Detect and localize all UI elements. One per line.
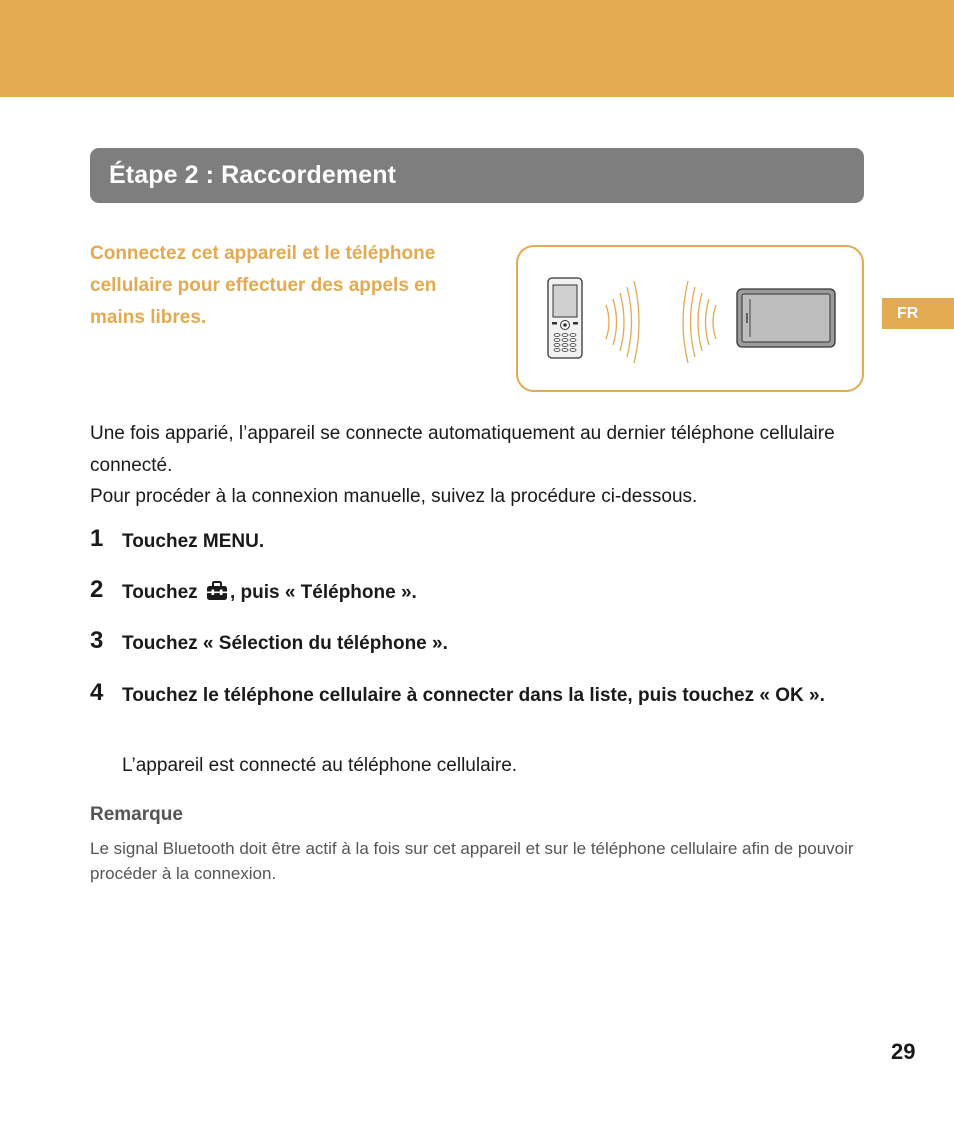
body-text — [90, 418, 870, 513]
step-text: Touchez « Sélection du téléphone ». — [122, 633, 448, 654]
step-text-after: , puis « Téléphone ». — [229, 582, 417, 603]
bluetooth-signal-icon — [606, 281, 716, 363]
step-text: Touchez MENU. — [122, 531, 265, 552]
step-number: 3 — [90, 627, 104, 654]
header-band — [0, 0, 954, 97]
step-number: 2 — [90, 576, 104, 603]
paragraph-auto-connect: Une fois apparié, l’appareil se connecte automatiquement au dernier téléphone cellulaire connecté. — [90, 423, 835, 476]
language-tab: FR — [882, 298, 954, 329]
step-text — [122, 577, 862, 608]
step-text: Touchez le téléphone cellulaire à connecter dans la liste, puis touchez « OK ». — [122, 685, 825, 706]
step-text-before: Touchez — [122, 582, 203, 603]
toolbox-icon — [206, 581, 228, 601]
step-result: L’appareil est connecté au téléphone cellulaire. — [122, 755, 518, 776]
device-screen-icon — [737, 289, 835, 347]
step-number: 4 — [90, 679, 104, 706]
note-text: Le signal Bluetooth doit être actif à la fois sur cet appareil et sur le téléphone cellulaire afin de pouvoir procéder à la connexion. — [90, 839, 854, 883]
paragraph-manual-connect: Pour procéder à la connexion manuelle, suivez la procédure ci-dessous. — [90, 486, 698, 507]
page-number: 29 — [891, 1039, 916, 1064]
note-title: Remarque — [90, 804, 183, 825]
intro-text: Connectez cet appareil et le téléphone cellulaire pour effectuer des appels en mains libres. — [90, 243, 437, 328]
section-title: Étape 2 : Raccordement — [109, 161, 397, 189]
step-number: 1 — [90, 525, 104, 552]
mobile-phone-icon — [548, 278, 582, 358]
section-title-bar — [90, 148, 864, 203]
connection-illustration — [516, 245, 864, 392]
connection-diagram — [518, 247, 861, 389]
